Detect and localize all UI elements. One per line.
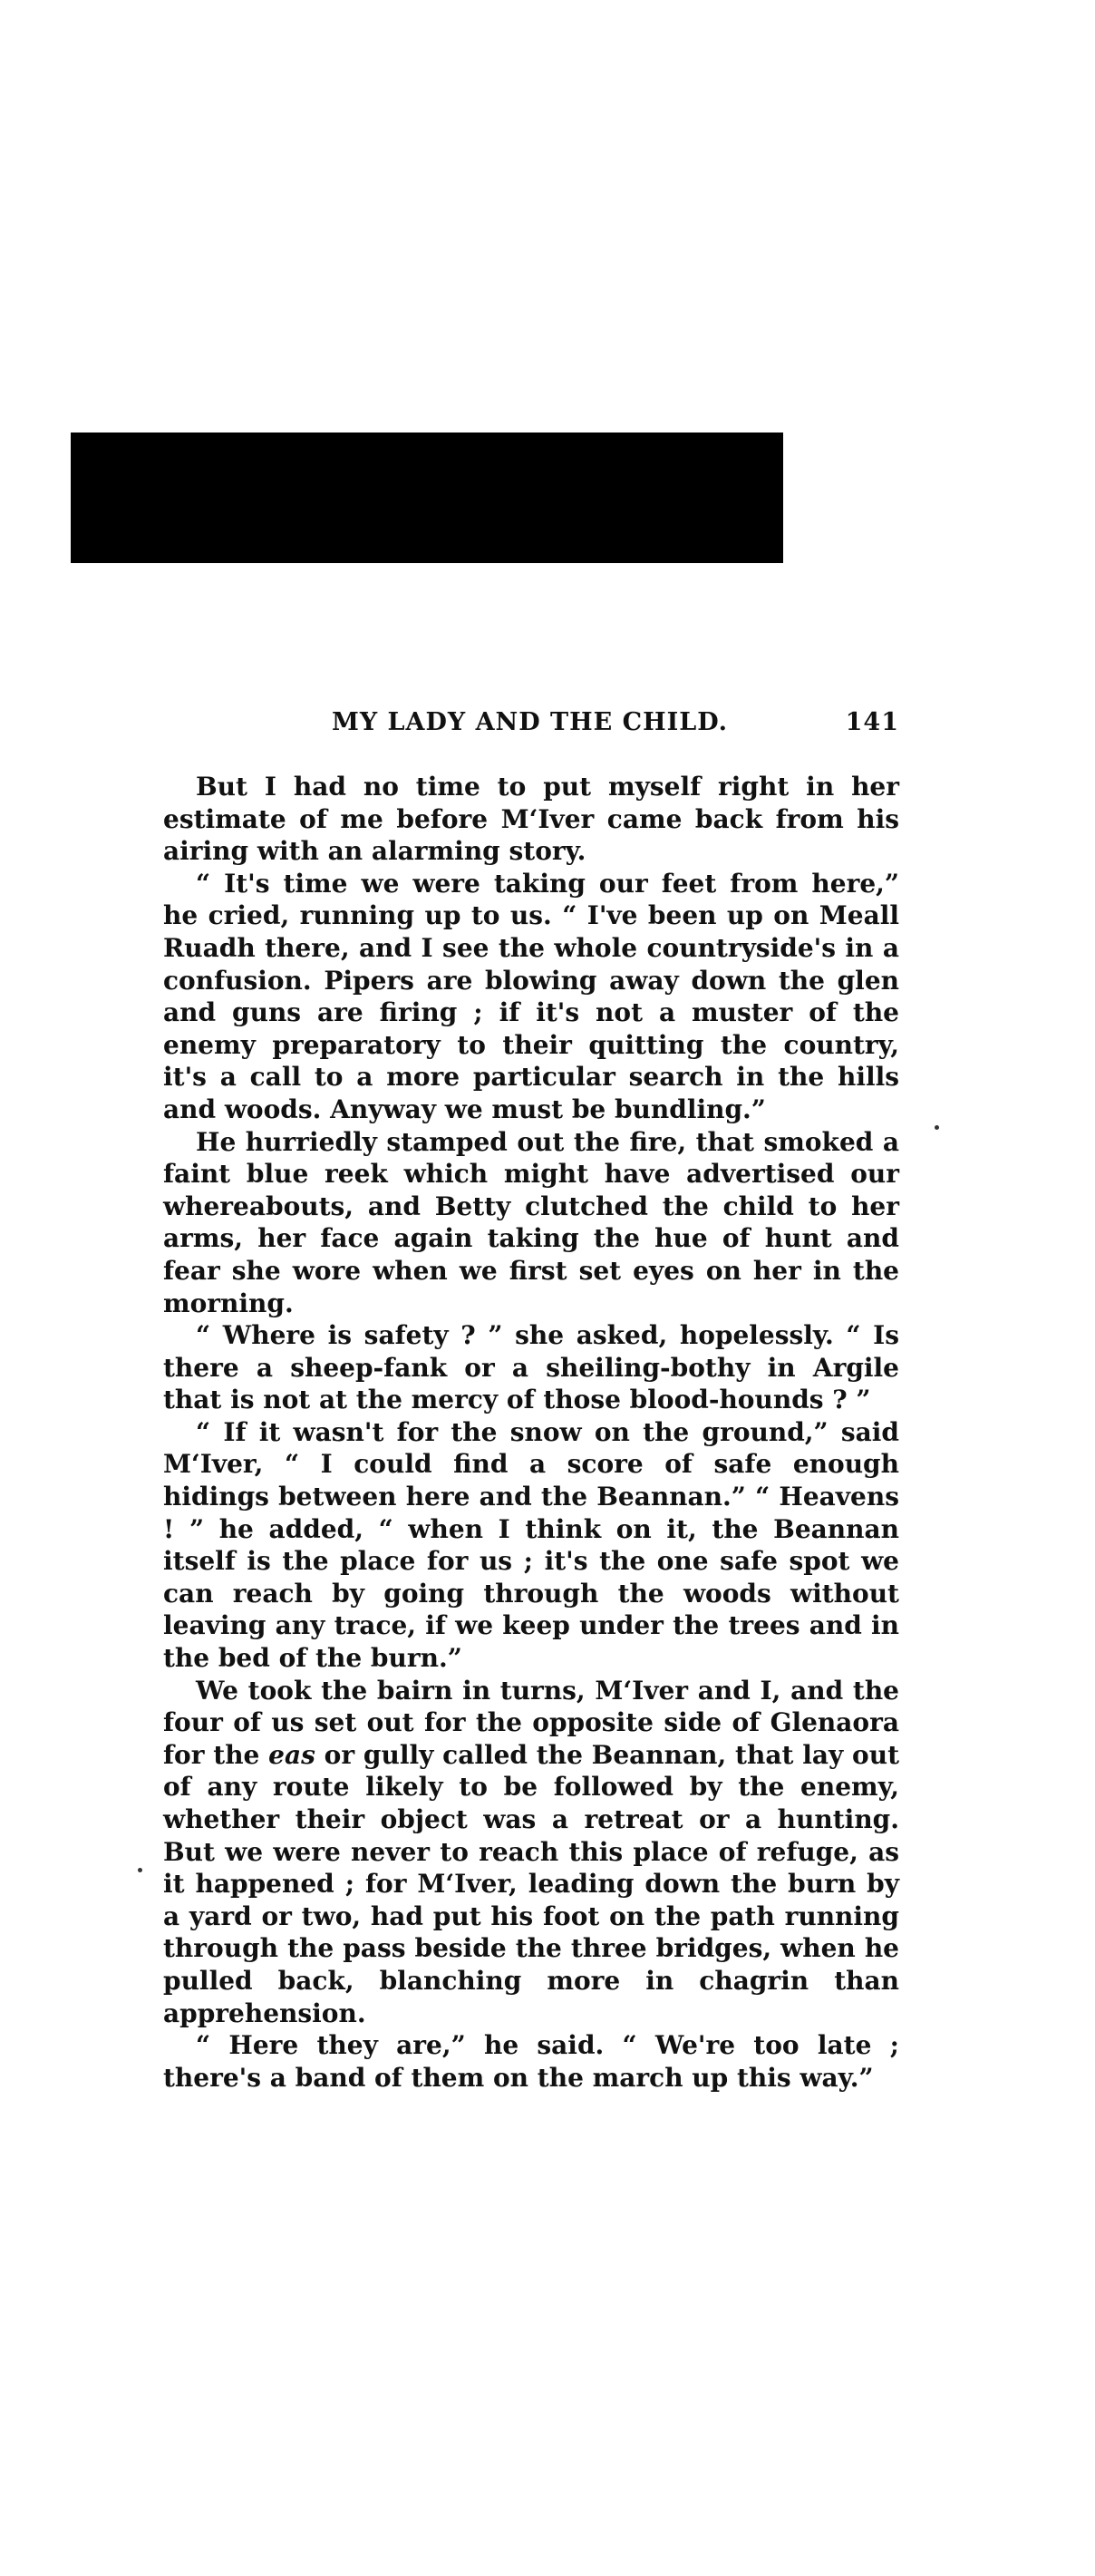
redaction-bar	[71, 433, 783, 563]
running-title: MY LADY AND THE CHILD.	[332, 708, 729, 736]
body-text	[163, 771, 899, 2094]
paragraph-text: We took the bairn in turns, M‘Iver and I, and the four of us set out for the opposite side of Glenaora for the	[163, 1675, 899, 1770]
paragraph: “ It's time we were taking our feet from here,” he cried, running up to us. “ I've been up on Meall Ruadh there, and I see the whole countryside's in a confusion. Pipers are blowing away down the glen and guns are firing ; if it's not a muster of the enemy preparatory to their quitting the country, it's a call to a more particular search in the hills and woods. Anyway we must be bundling.”	[163, 868, 899, 1124]
paragraph: But I had no time to put myself right in her estimate of me before M‘Iver came back from his airing with an alarming story.	[163, 772, 899, 867]
italic-word: eas	[268, 1739, 315, 1770]
page-header	[163, 708, 899, 744]
page-number: 141	[845, 708, 899, 736]
paragraph: “ Here they are,” he said. “ We're too late ; there's a band of them on the march up this way.”	[163, 2030, 899, 2093]
paragraph	[163, 1675, 899, 2030]
paragraph-text: or gully called the Beannan, that lay out of any route likely to be followed by the enemy, whether their object was a retreat or a hunting. But we were never to reach this place of refuge, as it happened ; for M‘Iver, leading down the burn by a yard or two, had put his foot on the path running through the pass beside the three bridges, when he pulled back, blanching more in chagrin than apprehension.	[163, 1739, 900, 2028]
paragraph: “ If it wasn't for the snow on the ground,” said M‘Iver, “ I could find a score of safe enough hidings between here and the Beannan.” “ Heavens ! ” he added, “ when I think on it, the Beannan itself is the place for us ; it's the one safe spot we can reach by going through the woods without leaving any trace, if we keep under the trees and in the bed of the burn.”	[163, 1416, 899, 1674]
paragraph: He hurriedly stamped out the fire, that smoked a faint blue reek which might have advertised our whereabouts, and Betty clutched the child to her arms, her face again taking the hue of hunt and fear she wore when we first set eyes on her in the morning.	[163, 1126, 899, 1318]
stray-mark	[935, 1125, 939, 1130]
stray-mark	[138, 1868, 142, 1872]
paragraph: “ Where is safety ? ” she asked, hopelessly. “ Is there a sheep-fank or a sheiling-bothy in Argile that is not at the mercy of those blood-hounds ? ”	[163, 1320, 899, 1415]
